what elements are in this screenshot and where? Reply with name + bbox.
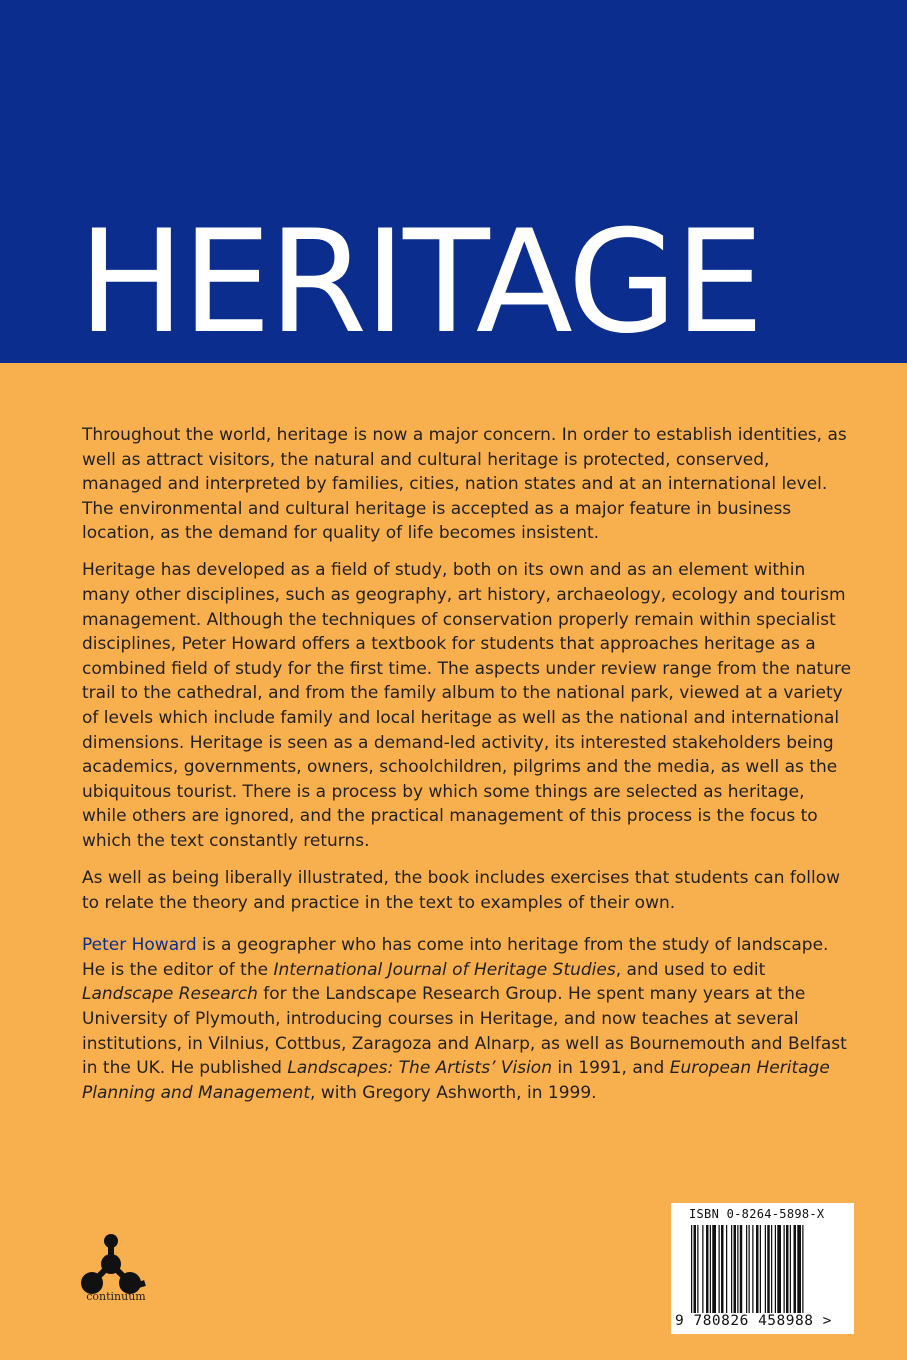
barcode-bar <box>794 1225 797 1313</box>
barcode-bar <box>749 1225 750 1313</box>
bio-title-italic: Landscapes: The Artists’ Vision <box>287 1058 552 1079</box>
bio-text: is a geographer who has come into heritage from the study of landscape. He is the editor of the <box>82 935 829 980</box>
barcode-bars <box>691 1225 838 1313</box>
barcode-bar <box>691 1225 692 1313</box>
barcode-bar <box>740 1225 743 1313</box>
barcode-bar <box>737 1225 738 1313</box>
bio-text: , with Gregory Ashworth, in 1999. <box>310 1082 597 1103</box>
barcode-bar <box>775 1225 776 1313</box>
barcode-bar <box>756 1225 759 1313</box>
barcode-bar <box>697 1225 698 1313</box>
back-cover-text <box>82 423 852 1118</box>
barcode-bar <box>734 1225 737 1313</box>
bio-text: for the Landscape Research Group. He spent many years at the University of Plymouth, introducing courses in Heritage, and now teaches at several institutions, in Vilnius, Cottbus, Zaragoza and Alnarp, as well as Bournemouth and Belfast in the UK. He published <box>82 984 847 1079</box>
barcode-bar <box>760 1225 761 1313</box>
bio-title-italic: European Heritage Planning and Management <box>82 1058 830 1103</box>
barcode-bar <box>702 1225 703 1313</box>
barcode-bar <box>784 1225 785 1313</box>
barcode-bar <box>731 1225 732 1313</box>
bio-title-italic: International Journal of Heritage Studies <box>273 959 616 980</box>
author-bio <box>82 933 852 1105</box>
book-title: HERITAGE <box>78 200 762 363</box>
barcode-bar <box>802 1225 803 1313</box>
barcode-bar <box>719 1225 720 1313</box>
blurb-paragraph: As well as being liberally illustrated, the book includes exercises that students can follow to relate the theory and practice in the text to examples of their own. <box>82 868 841 913</box>
barcode-bar <box>712 1225 716 1313</box>
ean-digits: 9 780826 458988 > <box>675 1313 832 1329</box>
barcode-bar <box>797 1225 801 1313</box>
blurb-paragraph: Throughout the world, heritage is now a major concern. In order to establish identities, as well as attract visitors, the natural and cultural heritage is protected, conserved, managed and interpreted by families, cities, nation states and at an international level. The environmental and cultural heritage is accepted as a major feature in business location, as the demand for quality of life becomes insistent. <box>82 425 847 544</box>
barcode-bar <box>771 1225 772 1313</box>
barcode-bar <box>765 1225 766 1313</box>
barcode-bar <box>726 1225 727 1313</box>
bio-title-italic: Landscape Research <box>82 984 258 1005</box>
barcode <box>671 1203 854 1334</box>
barcode-bar <box>694 1225 697 1313</box>
barcode-bar <box>786 1225 789 1313</box>
bio-text: , and used to edit <box>615 959 766 980</box>
barcode-bar <box>767 1225 770 1313</box>
publisher-name: continuum <box>86 1290 146 1303</box>
barcode-bar <box>777 1225 781 1313</box>
title-band <box>0 0 907 363</box>
isbn-label: ISBN 0-8264-5898-X <box>689 1207 825 1221</box>
barcode-bar <box>752 1225 753 1313</box>
barcode-bar <box>790 1225 791 1313</box>
barcode-bar <box>706 1225 709 1313</box>
barcode-bar <box>710 1225 711 1313</box>
bio-text: in 1991, and <box>551 1058 670 1079</box>
barcode-bar <box>721 1225 724 1313</box>
author-name: Peter Howard <box>82 935 197 956</box>
blurb-paragraph: Heritage has developed as a field of study, both on its own and as an element within many other disciplines, such as geography, art history, archaeology, ecology and tourism management. Although the techniques of conservation properly remain within specialist disciplines, Peter Howard offers a textbook for students that approaches heritage as a combined field of study for the first time. The aspects under review range from the nature trail to the cathedral, and from the family album to the national park, viewed at a variety of levels which include family and local heritage as well as the national and international dimensions. Heritage is seen as a demand-led activity, its interested stakeholders being academics, governments, owners, schoolchildren, pilgrims and the media, as well as the ubiquitous tourist. There is a process by which some things are selected as heritage, while others are ignored, and the practical management of this process is the focus to which the text constantly returns. <box>82 560 852 851</box>
barcode-bar <box>746 1225 747 1313</box>
